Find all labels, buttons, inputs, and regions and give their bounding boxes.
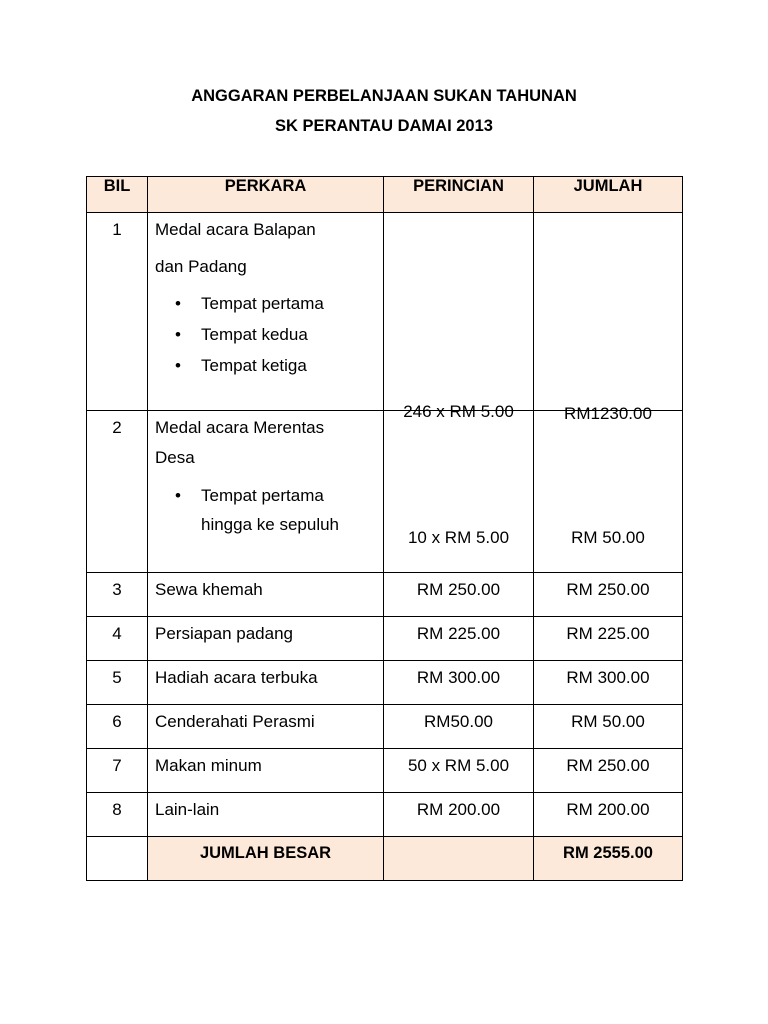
perkara-line: Medal acara Balapan bbox=[155, 220, 316, 239]
row-perincian bbox=[384, 213, 534, 421]
row-jumlah: RM 50.00 bbox=[534, 705, 683, 749]
table-row bbox=[87, 705, 683, 749]
bullet-text: hingga ke sepuluh bbox=[201, 515, 340, 534]
row-bil: 7 bbox=[87, 749, 148, 793]
list-item bbox=[155, 356, 377, 376]
row-bil: 2 bbox=[87, 411, 148, 573]
row-perkara: Makan minum bbox=[148, 749, 384, 793]
row-jumlah: RM 200.00 bbox=[534, 793, 683, 837]
total-row bbox=[87, 837, 683, 881]
table-row bbox=[87, 411, 683, 573]
perkara-line: Desa bbox=[155, 448, 195, 467]
bullet-list bbox=[155, 294, 377, 376]
row-jumlah: RM 225.00 bbox=[534, 617, 683, 661]
list-item bbox=[155, 325, 377, 345]
row-bil: 8 bbox=[87, 793, 148, 837]
row-perincian: 50 x RM 5.00 bbox=[384, 749, 534, 793]
bullet-text: Tempat pertama bbox=[201, 486, 324, 505]
row-jumlah bbox=[534, 213, 683, 423]
table-row bbox=[87, 661, 683, 705]
header-jumlah: JUMLAH bbox=[534, 177, 683, 213]
table-row bbox=[87, 793, 683, 837]
row-perincian: RM 200.00 bbox=[384, 793, 534, 837]
row-bil: 3 bbox=[87, 573, 148, 617]
perkara-line: Medal acara Merentas bbox=[155, 418, 325, 437]
list-item bbox=[155, 515, 377, 535]
jumlah-value: RM 50.00 bbox=[571, 528, 645, 547]
row-perincian: RM 250.00 bbox=[384, 573, 534, 617]
row-perkara bbox=[148, 213, 384, 411]
document-subtitle: SK PERANTAU DAMAI 2013 bbox=[275, 117, 493, 135]
row-bil: 6 bbox=[87, 705, 148, 749]
list-item bbox=[155, 486, 377, 506]
row-bil: 1 bbox=[87, 213, 148, 411]
perincian-value: 10 x RM 5.00 bbox=[407, 528, 510, 547]
total-empty-cell bbox=[87, 837, 148, 881]
bullet-icon: • bbox=[175, 294, 181, 313]
bullet-icon: • bbox=[175, 486, 181, 505]
row-perkara: Sewa khemah bbox=[148, 573, 384, 617]
row-perkara: Hadiah acara terbuka bbox=[148, 661, 384, 705]
header-perkara: PERKARA bbox=[148, 177, 384, 213]
bullet-icon: • bbox=[175, 325, 181, 344]
total-label: JUMLAH BESAR bbox=[148, 837, 384, 881]
row-perkara: Cenderahati Perasmi bbox=[148, 705, 384, 749]
perincian-value: 246 x RM 5.00 bbox=[403, 402, 514, 421]
bullet-text: Tempat pertama bbox=[201, 294, 324, 313]
bullet-text: Tempat ketiga bbox=[201, 356, 307, 375]
total-empty-cell bbox=[384, 837, 534, 881]
row-jumlah bbox=[534, 411, 683, 573]
row-jumlah: RM 250.00 bbox=[534, 749, 683, 793]
document-title: ANGGARAN PERBELANJAAN SUKAN TAHUNAN bbox=[191, 87, 577, 105]
table-row bbox=[87, 573, 683, 617]
table-row bbox=[87, 213, 683, 411]
header-bil: BIL bbox=[87, 177, 148, 213]
bullet-text: Tempat kedua bbox=[201, 325, 308, 344]
table-header-row bbox=[87, 177, 683, 213]
list-item bbox=[155, 294, 377, 314]
bullet-icon: • bbox=[175, 356, 181, 375]
row-perkara bbox=[148, 411, 384, 573]
table-row bbox=[87, 749, 683, 793]
row-perkara: Persiapan padang bbox=[148, 617, 384, 661]
bullet-list bbox=[155, 486, 377, 535]
row-perincian bbox=[384, 411, 534, 573]
perkara-line: dan Padang bbox=[155, 257, 247, 276]
row-perkara: Lain-lain bbox=[148, 793, 384, 837]
jumlah-value: RM1230.00 bbox=[564, 404, 652, 423]
header-perincian: PERINCIAN bbox=[384, 177, 534, 213]
table-row bbox=[87, 617, 683, 661]
row-jumlah: RM 300.00 bbox=[534, 661, 683, 705]
row-jumlah: RM 250.00 bbox=[534, 573, 683, 617]
row-perincian: RM 300.00 bbox=[384, 661, 534, 705]
budget-table bbox=[86, 176, 683, 881]
total-value: RM 2555.00 bbox=[534, 837, 683, 881]
row-bil: 4 bbox=[87, 617, 148, 661]
row-perincian: RM 225.00 bbox=[384, 617, 534, 661]
row-bil: 5 bbox=[87, 661, 148, 705]
row-perincian: RM50.00 bbox=[384, 705, 534, 749]
